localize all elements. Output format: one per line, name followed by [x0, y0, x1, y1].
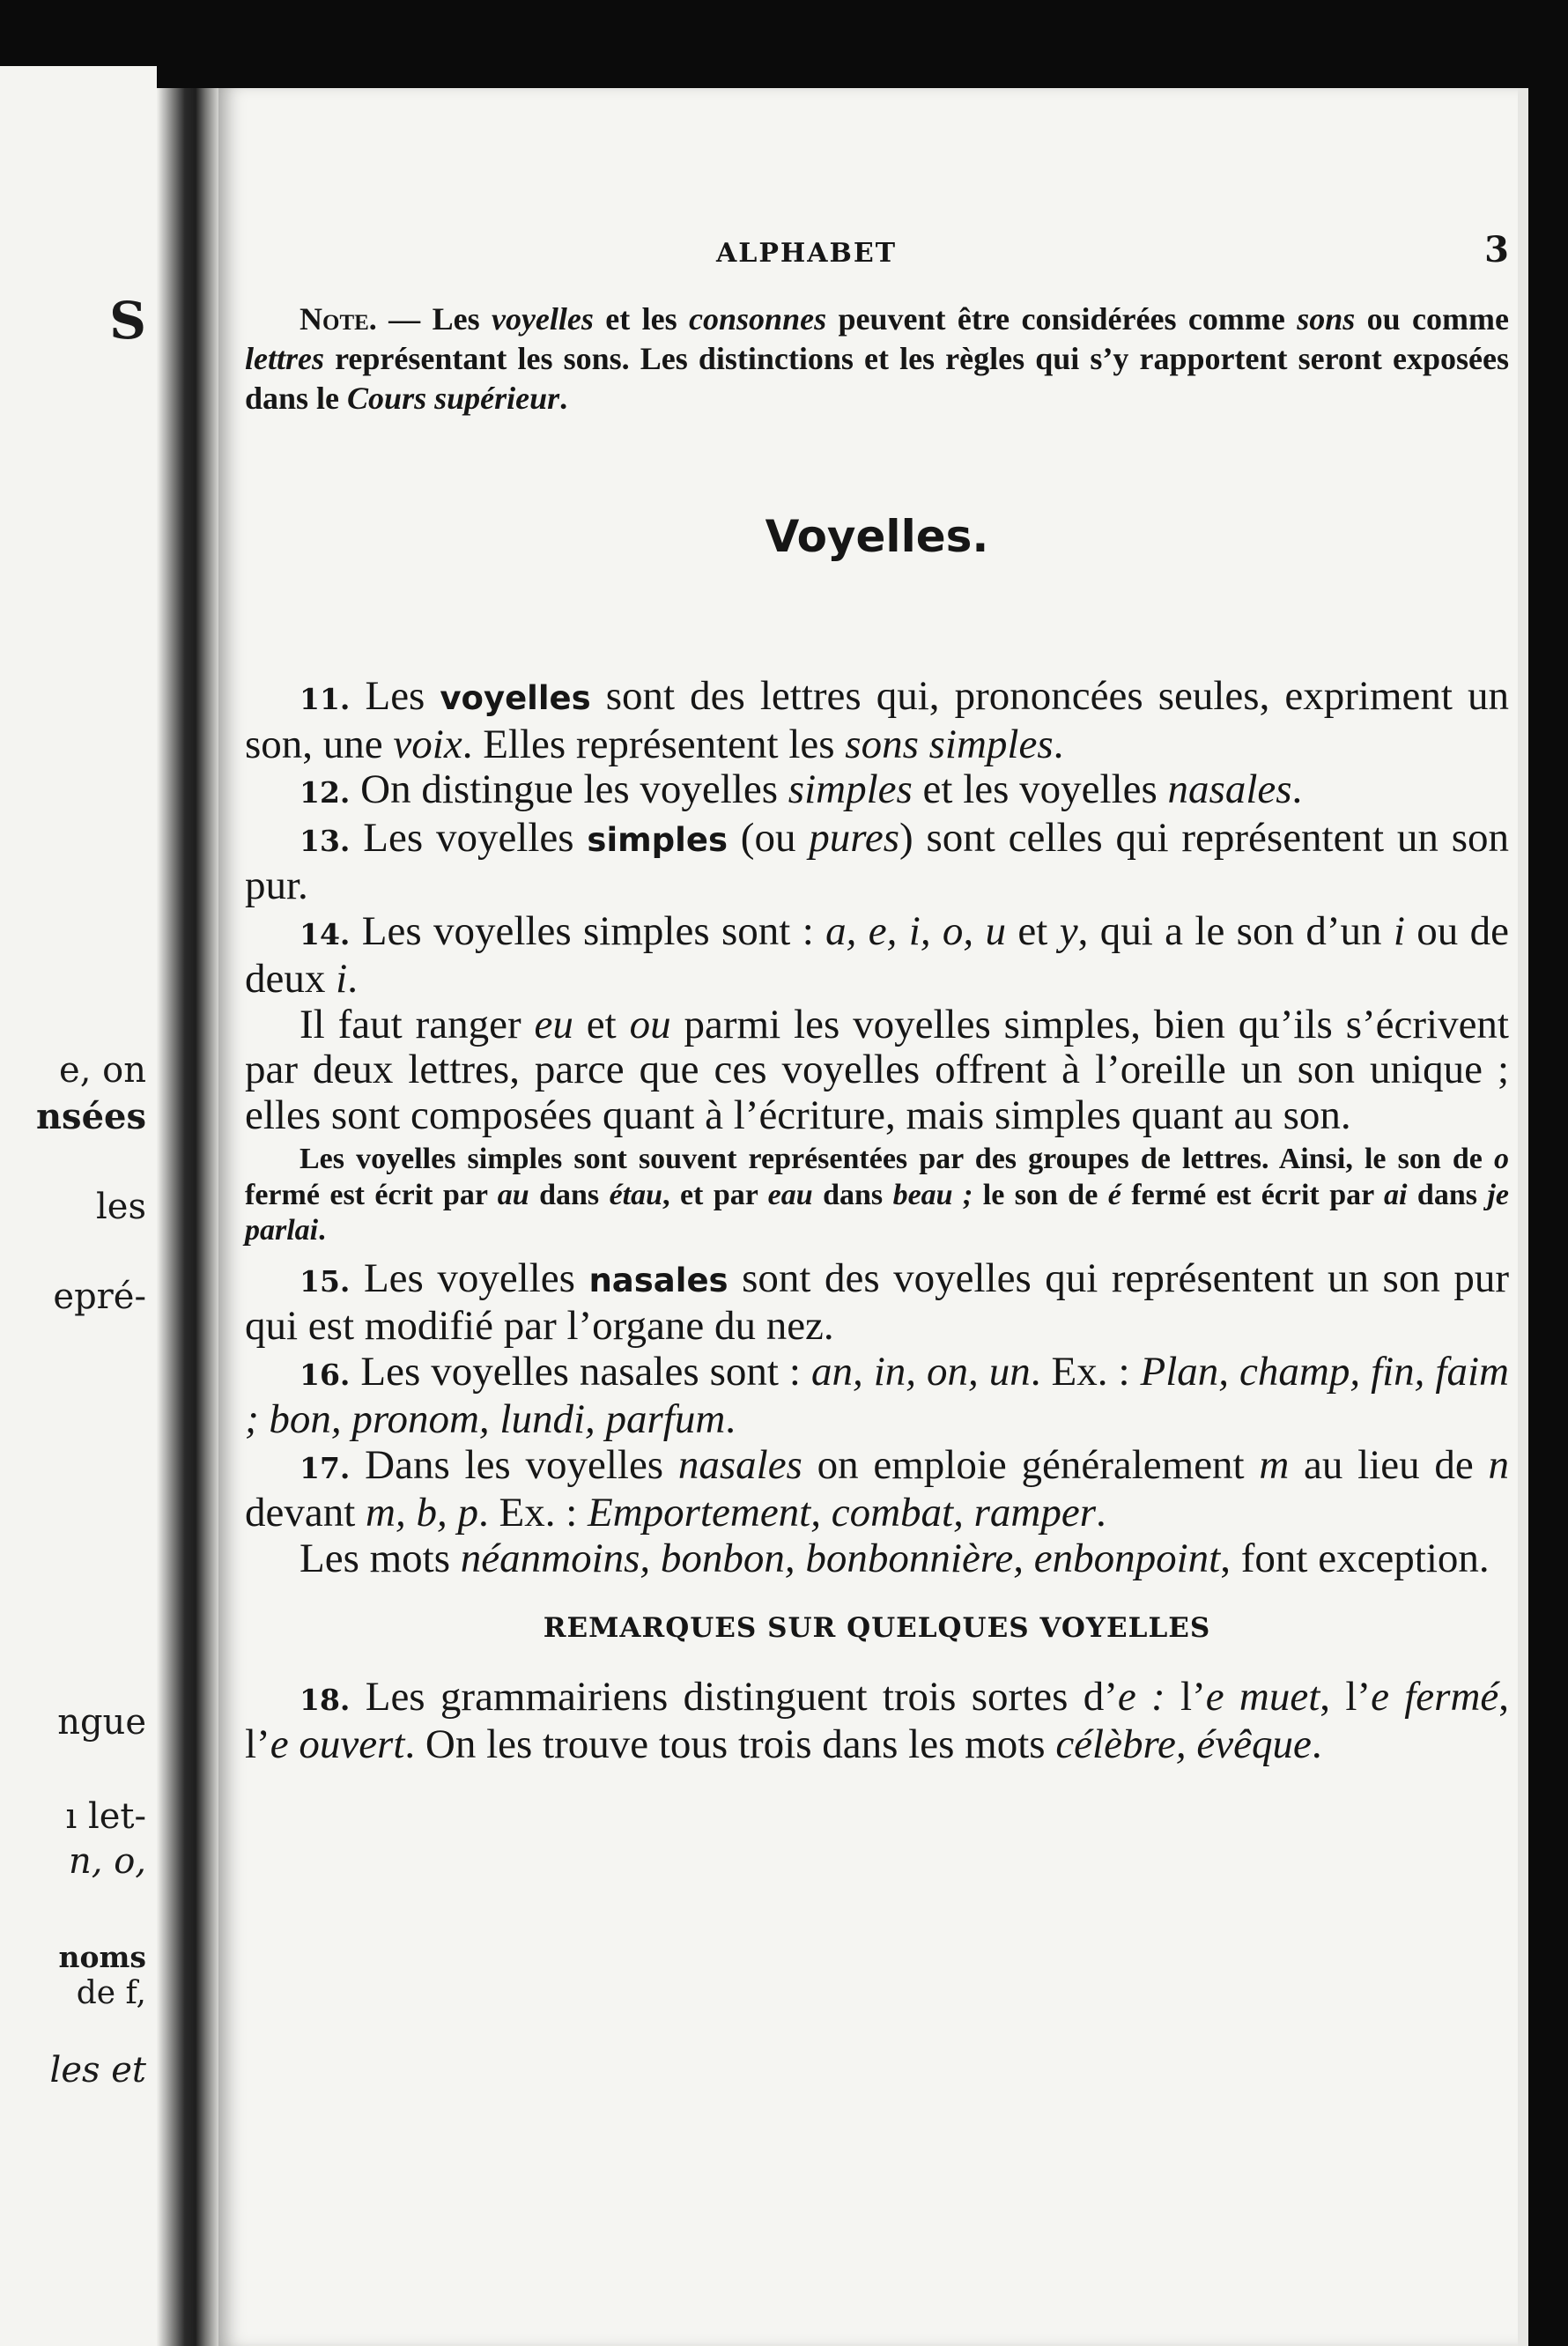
text-run: (ou: [727, 814, 810, 861]
italic-text: étau: [609, 1178, 663, 1211]
left-fragment: ı let-: [65, 1796, 146, 1837]
left-fragment: les et: [49, 2050, 146, 2091]
italic-text: beau ;: [892, 1178, 973, 1211]
book-gutter: [157, 88, 218, 2346]
left-fragment: nsées: [35, 1096, 146, 1137]
text-run: et: [1006, 907, 1060, 954]
paragraph-16: [245, 1350, 1509, 1443]
text-run: On distingue les voyelles: [350, 766, 788, 812]
paragraph-15: [245, 1256, 1509, 1350]
text-run: le son de: [973, 1178, 1108, 1211]
text-run: on emploie généralement: [802, 1441, 1260, 1488]
text-run: ou comme: [1355, 301, 1509, 337]
italic-text: nasales: [1167, 766, 1292, 812]
text-run: , l’: [1320, 1673, 1372, 1720]
paragraph-number: 18.: [300, 1682, 351, 1717]
left-fragment: les: [96, 1187, 146, 1227]
paragraph-number: 15.: [300, 1263, 351, 1299]
page-edge: [1518, 88, 1528, 2346]
italic-text: Emportement, combat, ramper: [588, 1490, 1096, 1536]
paragraph-17-continued: [245, 1536, 1509, 1582]
paragraph-14: [245, 909, 1509, 1003]
italic-text: néanmoins, bonbon, bonbonnière, enbonpoint: [460, 1535, 1221, 1581]
text-run: l’: [1165, 1673, 1206, 1720]
keyword: nasales: [588, 1261, 729, 1299]
text-run: et: [573, 1001, 630, 1047]
paragraph-number: 16.: [300, 1357, 351, 1392]
text-run: . Ex. :: [1030, 1348, 1141, 1395]
text-run: .: [318, 1214, 326, 1247]
text-run: , qui a le son d’un: [1077, 907, 1394, 954]
text-run: Les voyelles simples sont :: [350, 907, 826, 954]
text-run: . On les trouve tous trois dans les mots: [404, 1721, 1056, 1767]
text-run: Dans les voyelles: [350, 1441, 678, 1488]
text-run: représentant les sons. Les distinctions et les règles qui s’y rapportent seront exposées dans le: [245, 341, 1509, 416]
text-run: dans: [1407, 1178, 1488, 1211]
keyword: voyelles: [440, 679, 591, 717]
italic-text: sons simples: [845, 721, 1054, 767]
text-run: .: [1095, 1490, 1106, 1536]
text-run: Les grammairiens distinguent trois sortes d’: [350, 1673, 1118, 1720]
text-run: sont des lettres qui, prononcées seules, expriment un son, une: [245, 673, 1509, 767]
text-run: Les voyelles: [350, 814, 588, 861]
section-title: Voyelles.: [765, 511, 989, 562]
text-run: .: [1291, 766, 1303, 812]
italic-text: pures: [809, 814, 899, 861]
italic-text: i: [1393, 907, 1405, 954]
text-run: — Les: [376, 301, 492, 337]
paragraph-number: 11.: [300, 682, 351, 716]
text-run: . Elles représentent les: [462, 721, 846, 767]
text-run: Les: [350, 673, 440, 719]
text-run: ) sont celles qui représentent un son pur.: [245, 814, 1509, 908]
text-run: et les voyelles: [912, 766, 1168, 812]
text-run: fermé est écrit par: [245, 1178, 498, 1211]
text-run: .: [559, 381, 568, 416]
italic-text: simples: [788, 766, 913, 812]
left-fragment: S: [109, 291, 146, 351]
remarks-heading: REMARQUES SUR QUELQUES VOYELLES: [543, 1612, 1211, 1644]
text-run: .: [725, 1396, 736, 1442]
left-fragment: noms: [58, 1940, 146, 1974]
paragraph-17: [245, 1443, 1509, 1536]
left-page-margin: [0, 66, 157, 2346]
text-run: fermé est écrit par: [1121, 1178, 1385, 1211]
left-fragment: e, on: [59, 1050, 146, 1091]
italic-text: m, b, p: [366, 1490, 478, 1536]
italic-text: é: [1107, 1178, 1121, 1211]
italic-text: sons: [1297, 301, 1356, 337]
text-run: , font exception.: [1220, 1535, 1490, 1581]
paragraph-number: 17.: [300, 1450, 351, 1485]
italic-text: Cours supérieur: [347, 381, 560, 416]
text-run: sont des voyelles qui représentent un son pur qui est modifié par l’organe du nez.: [245, 1254, 1509, 1349]
text-run: ou de deux: [245, 907, 1510, 1002]
note-label: Note.: [300, 301, 377, 337]
italic-text: ou: [629, 1001, 671, 1047]
left-fragment: epré-: [53, 1277, 146, 1317]
text-run: peuvent être considérées comme: [826, 301, 1298, 337]
note-block: [245, 300, 1509, 418]
paragraph-12: [245, 767, 1509, 816]
text-run: .: [347, 956, 358, 1002]
paragraph-11: [245, 674, 1509, 767]
italic-text: an, in, on, un: [810, 1348, 1031, 1395]
paragraph-18: [245, 1675, 1509, 1768]
text-run: Les voyelles nasales sont :: [350, 1348, 811, 1395]
italic-text: nasales: [677, 1441, 802, 1488]
text-run: dans: [529, 1178, 610, 1211]
text-run: parmi les voyelles simples, bien qu’ils s’écrivent par deux lettres, parce que ces voyelles offrent à l’oreille un son unique ; elles sont composées quant à l’écriture, mais simples quant au son.: [245, 1001, 1509, 1138]
italic-text: a, e, i, o, u: [825, 907, 1007, 954]
italic-text: consonnes: [689, 301, 827, 337]
text-run: et les: [593, 301, 690, 337]
italic-text: Plan, champ, fin, faim ; bon, pronom, lundi, parfum: [245, 1348, 1509, 1442]
italic-text: lettres: [245, 341, 324, 376]
italic-text: i: [336, 956, 348, 1002]
italic-text: o: [1494, 1143, 1509, 1175]
italic-text: au: [497, 1178, 529, 1211]
book-page: [218, 88, 1518, 2346]
paragraph-13: [245, 816, 1509, 909]
text-run: .: [1053, 721, 1064, 767]
body-text: [245, 674, 1509, 1768]
italic-text: e ouvert: [270, 1721, 405, 1767]
text-run: .: [1311, 1721, 1322, 1767]
text-run: Les voyelles: [350, 1254, 589, 1301]
italic-text: m: [1259, 1441, 1290, 1488]
paragraph-number: 14.: [300, 916, 351, 951]
italic-text: voyelles: [491, 301, 594, 337]
italic-text: e :: [1117, 1673, 1165, 1720]
keyword: simples: [587, 820, 728, 859]
italic-text: eu: [534, 1001, 573, 1047]
text-run: dans: [812, 1178, 893, 1211]
paragraph-14-continued: [245, 1003, 1509, 1139]
left-fragment: ngue: [57, 1702, 146, 1743]
text-run: , l’: [245, 1673, 1510, 1767]
italic-text: e fermé: [1371, 1673, 1499, 1720]
italic-text: voix: [393, 721, 462, 767]
note-paragraph: [245, 300, 1509, 418]
text-run: . Ex. :: [477, 1490, 588, 1536]
italic-text: e muet: [1205, 1673, 1320, 1720]
text-run: au lieu de: [1289, 1441, 1489, 1488]
text-run: Les mots: [300, 1535, 461, 1581]
page-number: 3: [1484, 229, 1509, 270]
italic-text: n: [1488, 1441, 1509, 1488]
italic-text: eau: [767, 1178, 813, 1211]
italic-text: je parlai: [245, 1178, 1509, 1247]
text-run: , et par: [662, 1178, 768, 1211]
text-run: devant: [245, 1490, 366, 1536]
left-fragment: de f,: [76, 1975, 146, 2011]
italic-text: célèbre, évêque: [1055, 1721, 1312, 1767]
text-run: Il faut ranger: [300, 1001, 535, 1047]
text-run: Les voyelles simples sont souvent représentées par des groupes de lettres. Ainsi, le son de: [300, 1143, 1494, 1175]
paragraph-14-remark: [245, 1142, 1509, 1249]
italic-text: ai: [1384, 1178, 1408, 1211]
running-title: ALPHABET: [716, 238, 898, 269]
italic-text: y: [1059, 907, 1078, 954]
paragraph-number: 13.: [300, 823, 351, 858]
paragraph-number: 12.: [300, 775, 351, 810]
left-fragment: n, o,: [69, 1841, 146, 1882]
